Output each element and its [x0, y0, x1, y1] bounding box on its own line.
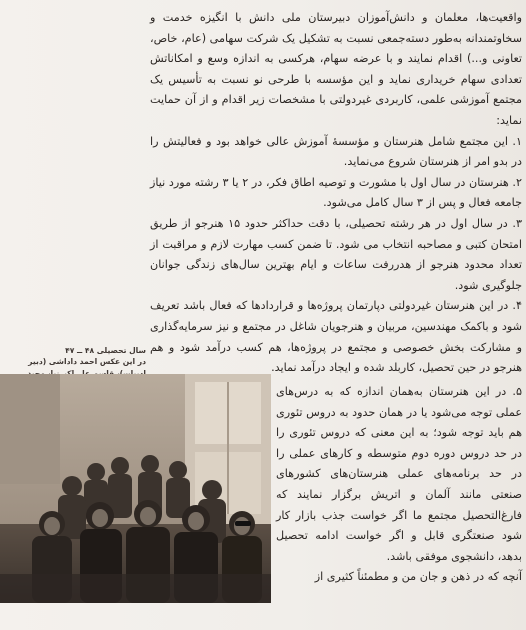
paragraph-item-4: ۴. در این هنرستان غیردولتی دپارتمان پروژه‌ها و قراردادها که فعال باشد تعریف شود و باکمک مهندسین، مربیان و هنرجویان شاغل در مجتمع و نیز سرمایه‌گذاری و مشارکت بخش خصوصی و مجتمع در پروژه‌ها، هم کسب درآمد شود و هم هنرجو در حین تحصیل، کاربلد شده و ایجاد درآمد نماید.	[150, 299, 522, 375]
paragraph-item-1: ۱. این مجتمع شامل هنرستان و مؤسسهٔ آموزش عالی خواهد بود و فعالیتش را در بدو امر از هنرستان شروع می‌نماید.	[150, 134, 522, 169]
paragraph-closing: آنچه که در ذهن و جان من و مطمئناً کثیری از	[314, 570, 522, 584]
paragraph-item-5: ۵. در این هنرستان به‌همان اندازه که به درس‌های عملی توجه می‌شود یا در همان حدود به دروس تئوری هم باید توجه شود؛ به این معنی که دروس تئوری را در حد دروس دوره دوم متوسطه و کارهای عملی را در حد برنامه‌های عملی هنرستان‌های کشورهای صنعتی مانند آلمان و اتریش برگزار نمایند که فارغ‌التحصیل مجتمع ما اگر خواست جذب بازار کار شود صنعتگری قابل و اگر خواست ادامه تحصیل بدهد، دانشجوی موفقی باشد.	[276, 385, 522, 563]
paragraph-item-3: ۳. در سال اول در هر رشته تحصیلی، با دقت حداکثر حدود ۱۵ هنرجو از طریق امتحان کتبی و مصاحبه انتخاب می‌ شود. تا ضمن کسب مهارت لازم و مراقبت از تعداد محدود هنرجو از هدررفت ساعات و ایام بهترین سال‌های زندگی جوانان جلوگیری شود.	[150, 216, 523, 292]
paragraph-intro: واقعیت‌ها، معلمان و دانش‌آموزان دبیرستان ملی دانش با انگیزه خدمت و سخاوتمندانه به‌طور دسته‌جمعی نسبت به تشکیل یک شرکت سهامی (عام، خاص، تعاونی و...) اقدام نمایند و با عرضه سهام، هرکسی به اندازه وسع و امکاناتش تعدادی سهام خریداری نماید و این مؤسسه با طرحی نو نسبت به تأسیس یک مجتمع آموزشی علمی، کاربردی غیردولتی با مشخصات زیر اقدام و از آن حمایت نماید:	[150, 11, 522, 127]
paragraph-item-2: ۲. هنرستان در سال اول با مشورت و توصیه اطاق فکر، در ۲ یا ۳ رشته مورد نیاز جامعه فعال و پس از ۳ سال کامل می‌شود.	[150, 175, 523, 210]
article-lower-column	[276, 382, 522, 588]
caption-names: در این عکس احمد داداشی (دبیر	[28, 357, 146, 367]
article-main-column	[150, 8, 522, 379]
caption-year: سال تحصیلی ۴۸ ــ ۴۷	[65, 346, 146, 355]
class-photo-illustration	[0, 374, 271, 603]
class-photo	[0, 374, 271, 603]
